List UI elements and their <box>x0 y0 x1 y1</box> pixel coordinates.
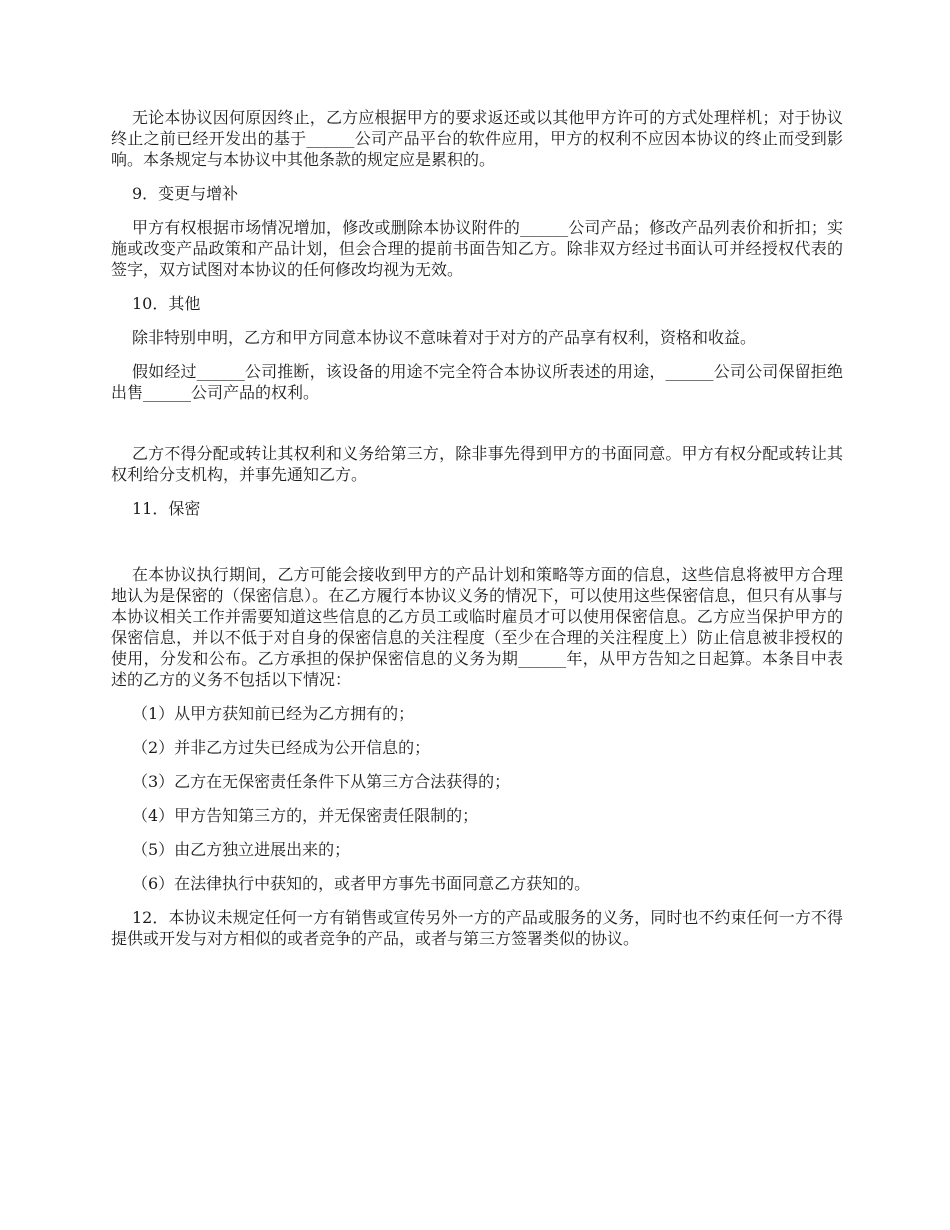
list-item-exception-5: （5）由乙方独立进展出来的； <box>132 840 351 859</box>
list-item-exception-4: （4）甲方告知第三方的，并无保密责任限制的； <box>132 806 479 825</box>
heading-section-9: 9．变更与增补 <box>132 184 239 203</box>
paragraph-section-12: 12．本协议未规定任何一方有销售或宣传另外一方的产品或服务的义务，同时也不约束任何一方不得提供或开发与对方相似的或者竞争的产品，或者与第三方签署类似的协议。 <box>111 908 843 948</box>
paragraph-refuse-sale: 假如经过______公司推断，该设备的用途不完全符合本协议所表述的用途，______公司公司保留拒绝出售______公司产品的权利。 <box>111 362 843 402</box>
list-item-exception-3: （3）乙方在无保密责任条件下从第三方合法获得的； <box>132 772 511 791</box>
paragraph-termination-return: 无论本协议因何原因终止，乙方应根据甲方的要求返还或以其他甲方许可的方式处理样机；对于协议终止之前已经开发出的基于______公司产品平台的软件应用，甲方的权利不应因本协议的终止而受到影响。本条规定与本协议中其他条款的规定应是累积的。 <box>111 108 843 169</box>
document-page <box>111 107 843 949</box>
paragraph-no-rights: 除非特别申明，乙方和甲方同意本协议不意味着对于对方的产品享有权利，资格和收益。 <box>132 328 757 347</box>
list-item-exception-2: （2）并非乙方过失已经成为公开信息的； <box>132 738 431 757</box>
paragraph-confidentiality: 在本协议执行期间，乙方可能会接收到甲方的产品计划和策略等方面的信息，这些信息将被甲方合理地认为是保密的（保密信息）。在乙方履行本协议义务的情况下，可以使用这些保密信息，但只有从事与本协议相关工作并需要知道这些信息的乙方员工或临时雇员才可以使用保密信息。乙方应当保护甲方的保密信息，并以不低于对自身的保密信息的关注程度（至少在合理的关注程度上）防止信息被非授权的使用，分发和公布。乙方承担的保护保密信息的义务为期______年，从甲方告知之日起算。本条目中表述的乙方的义务不包括以下情况： <box>111 565 843 689</box>
heading-section-10: 10．其他 <box>132 294 201 313</box>
paragraph-assignment: 乙方不得分配或转让其权利和义务给第三方，除非事先得到甲方的书面同意。甲方有权分配或转让其权利给分支机构，并事先通知乙方。 <box>111 444 843 484</box>
list-item-exception-6: （6）在法律执行中获知的，或者甲方事先书面同意乙方获知的。 <box>132 874 591 893</box>
heading-section-11: 11．保密 <box>132 499 201 518</box>
list-item-exception-1: （1）从甲方获知前已经为乙方拥有的； <box>132 704 415 723</box>
paragraph-amendments: 甲方有权根据市场情况增加，修改或删除本协议附件的______公司产品；修改产品列表价和折扣；实施或改变产品政策和产品计划，但会合理的提前书面告知乙方。除非双方经过书面认可并经授权代表的签字，双方试图对本协议的任何修改均视为无效。 <box>111 218 843 279</box>
